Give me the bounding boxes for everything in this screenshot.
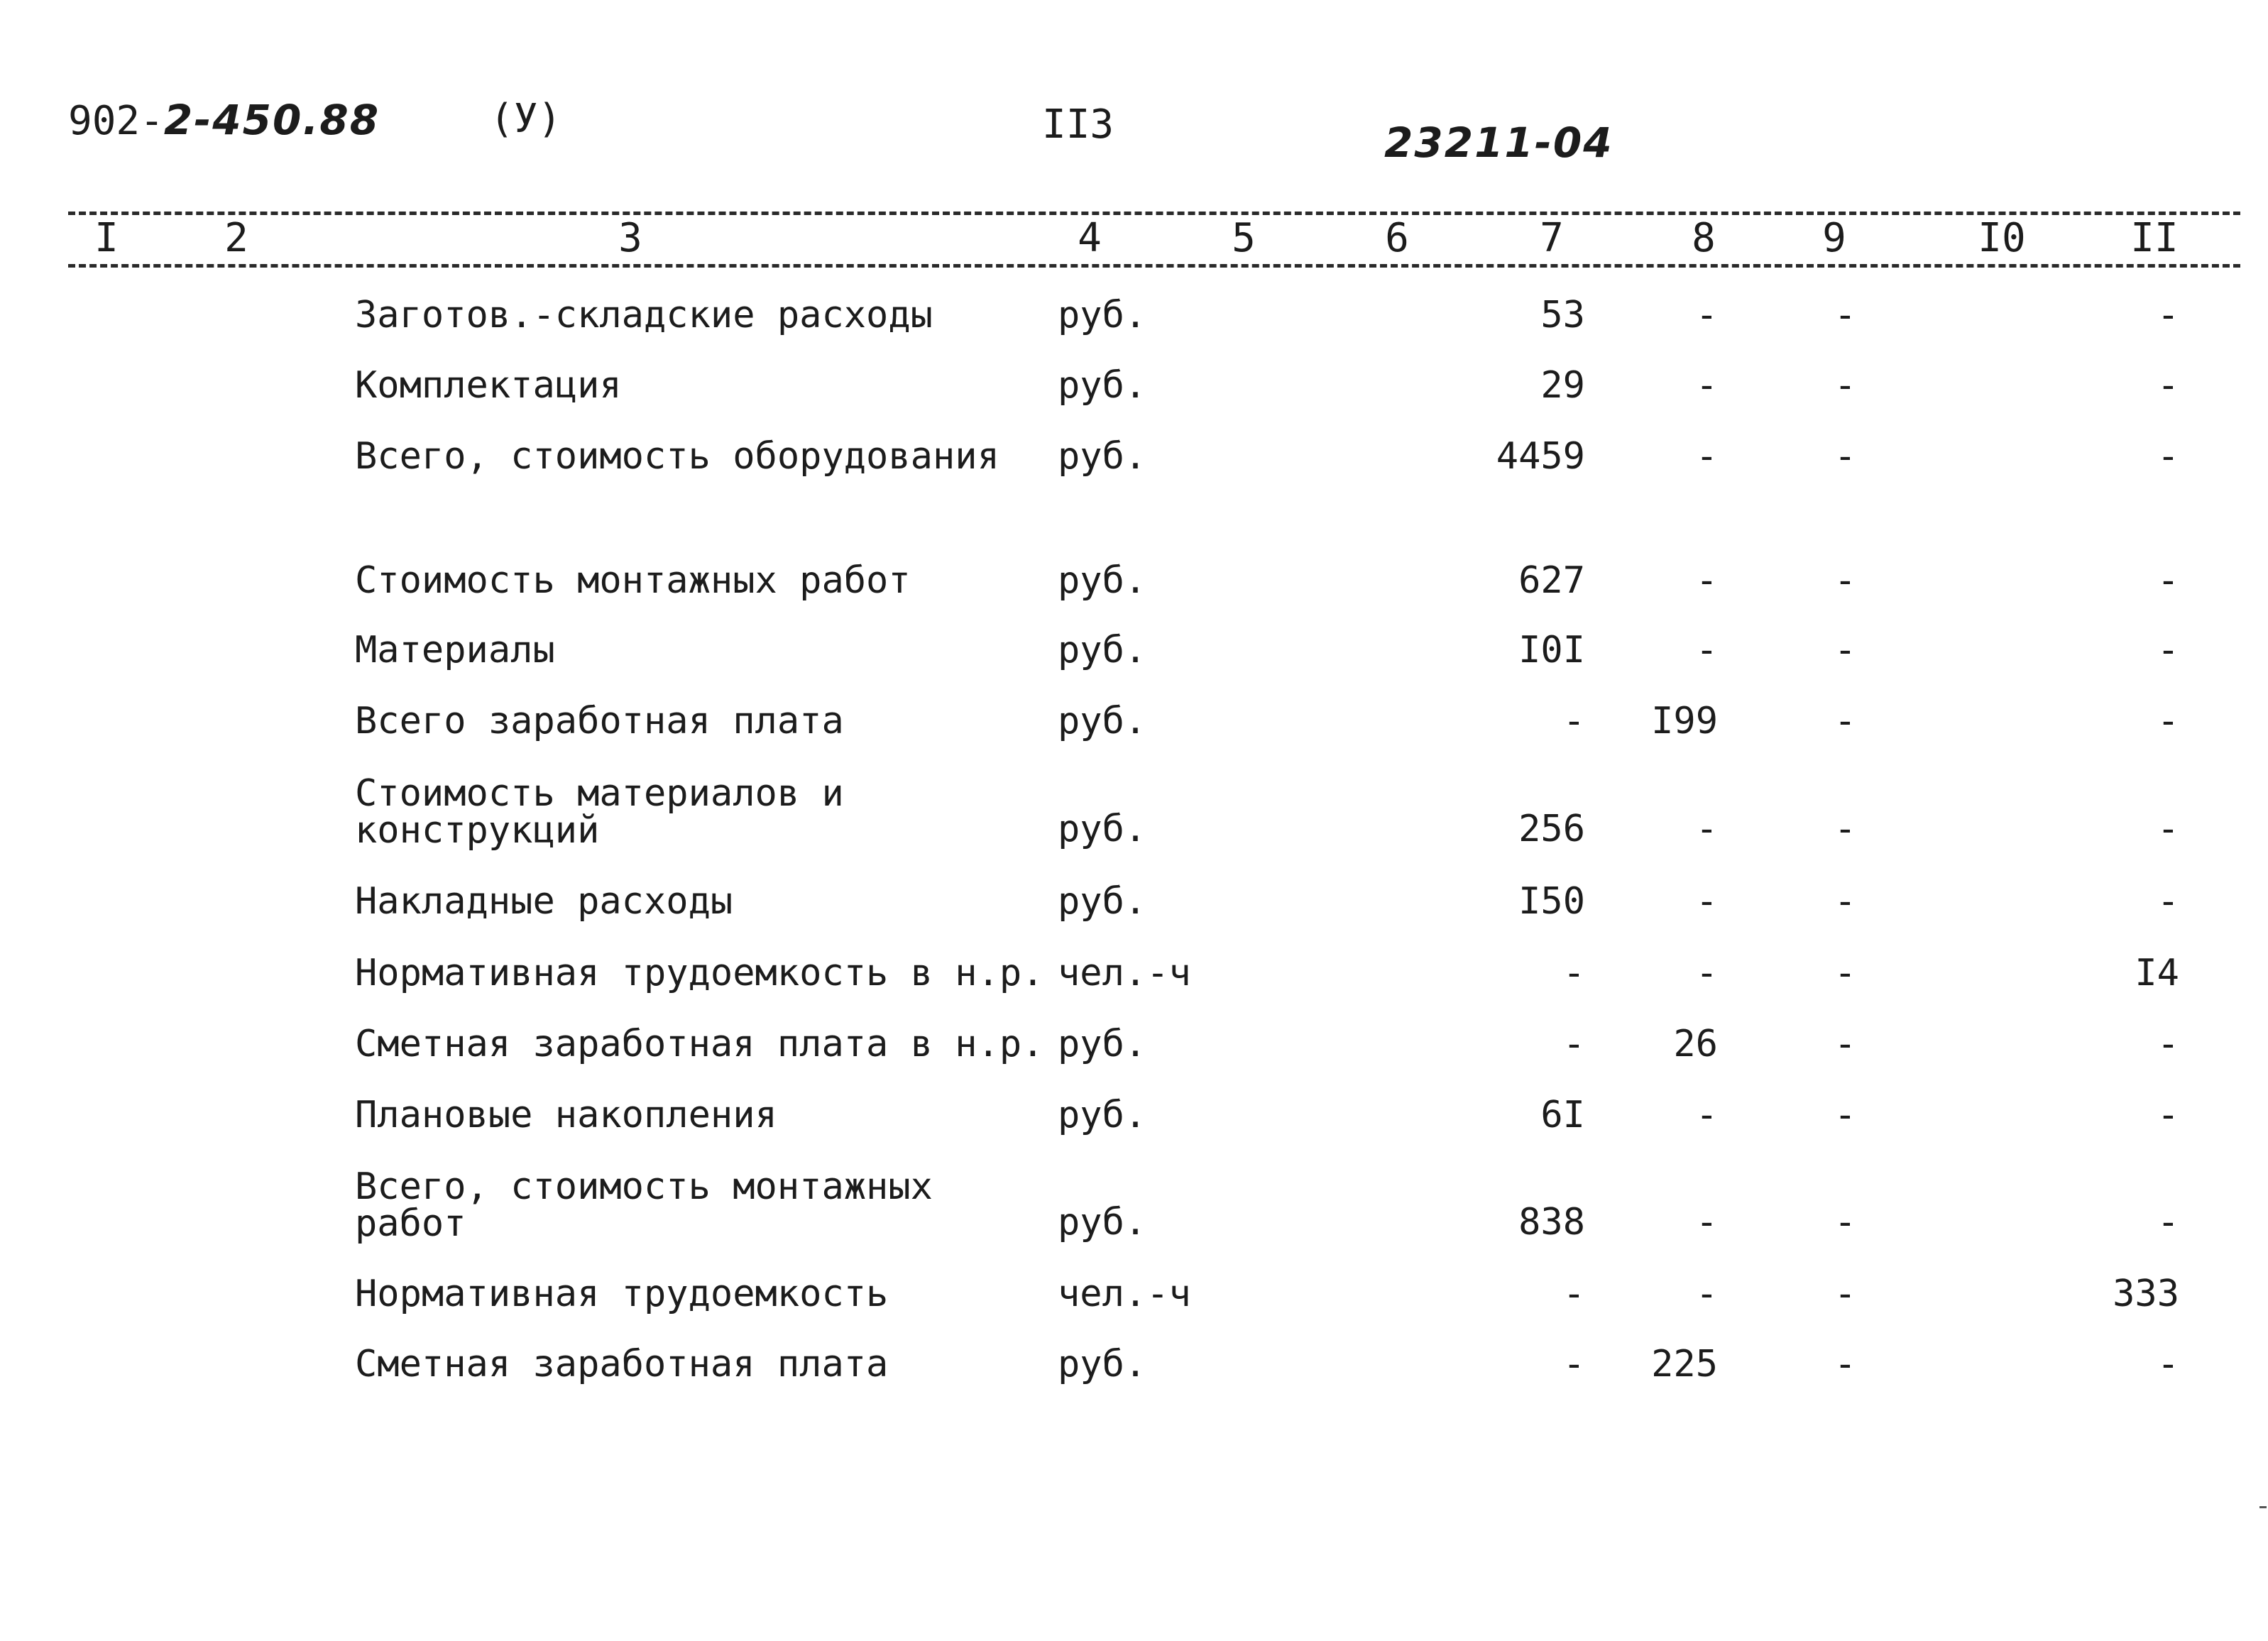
header-rule-top [68,212,2240,215]
row-unit: руб. [1058,808,1147,850]
cell-col-7: 627 [1518,559,1585,602]
column-number-8: 8 [1692,215,1716,261]
cell-col-8: - [1695,294,1718,336]
marker: (У) [490,96,562,142]
row-label: Всего, стоимость оборудования [355,435,999,478]
cell-col-9: - [1834,1023,1856,1065]
header-rule-bottom [68,264,2240,268]
row-label: Нормативная трудоемкость [355,1273,889,1315]
row-unit: руб. [1058,364,1147,407]
cell-col-9: - [1834,880,1856,923]
row-unit: чел.-ч [1058,1273,1191,1315]
cell-col-9: - [1834,629,1856,671]
cell-col-8: - [1695,1273,1718,1315]
row-label: Стоимость материалов и конструкций [355,772,844,852]
row-unit: руб. [1058,294,1147,336]
doc-code [68,96,380,144]
row-unit: руб. [1058,435,1147,478]
cell-col-8: - [1695,364,1718,407]
cell-col-7: - [1562,1023,1585,1065]
column-number-1: I [94,215,119,261]
row-label: Накладные расходы [355,880,733,923]
cell-col-7: 53 [1540,294,1585,336]
row-label: Заготов.-складские расходы [355,294,933,336]
column-number-11: II [2130,215,2179,261]
cell-col-9: - [1834,559,1856,602]
cell-col-8: - [1695,952,1718,994]
cell-col-9: - [1834,1273,1856,1315]
page-number: II3 [1042,101,1114,148]
cell-col-9: - [1834,294,1856,336]
cell-col-8: - [1695,1094,1718,1136]
column-number-4: 4 [1078,215,1102,261]
cell-col-9: - [1834,952,1856,994]
row-unit: руб. [1058,559,1147,602]
cell-col-8: I99 [1651,700,1718,742]
cell-col-11: I4 [2135,952,2179,994]
row-label: Всего, стоимость монтажных работ [355,1165,933,1245]
column-number-5: 5 [1232,215,1256,261]
row-label: Стоимость монтажных работ [355,559,911,602]
column-number-6: 6 [1385,215,1409,261]
cell-col-9: - [1834,700,1856,742]
doc-code-handwritten: 2-450.88 [163,96,380,144]
project-code: 23211-04 [1384,119,1614,167]
cell-col-9: - [1834,435,1856,478]
cell-col-11: - [2157,1094,2179,1136]
cell-col-7: I50 [1518,880,1585,923]
cell-col-7: - [1562,1343,1585,1385]
row-unit: руб. [1058,880,1147,923]
row-unit: руб. [1058,1094,1147,1136]
column-number-7: 7 [1540,215,1564,261]
row-label: Нормативная трудоемкость в н.р. [355,952,1044,994]
cell-col-9: - [1834,808,1856,850]
cell-col-11: - [2157,700,2179,742]
cell-col-11: - [2157,1201,2179,1244]
cell-col-8: - [1695,880,1718,923]
cell-col-7: 838 [1518,1201,1585,1244]
column-number-10: I0 [1978,215,2026,261]
cell-col-8: 26 [1673,1023,1718,1065]
row-label: Материалы [355,629,555,671]
cell-col-9: - [1834,364,1856,407]
row-unit: руб. [1058,1343,1147,1385]
row-label: Всего заработная плата [355,700,844,742]
cell-col-7: 4459 [1496,435,1585,478]
column-number-3: 3 [618,215,642,261]
row-unit: руб. [1058,700,1147,742]
row-label: Сметная заработная плата [355,1343,889,1385]
cell-col-11: - [2157,880,2179,923]
cell-col-11: - [2157,808,2179,850]
cell-col-8: - [1695,1201,1718,1244]
cell-col-7: - [1562,700,1585,742]
cell-col-7: 29 [1540,364,1585,407]
cell-col-11: - [2157,1343,2179,1385]
cell-col-8: - [1695,435,1718,478]
cell-col-7: 256 [1518,808,1585,850]
cell-col-11: 333 [2113,1273,2179,1315]
row-label: Плановые накопления [355,1094,777,1136]
cell-col-8: - [1695,629,1718,671]
page-mark [2259,1506,2267,1508]
doc-code-typed: 902- [68,98,164,144]
cell-col-11: - [2157,294,2179,336]
cell-col-8: 225 [1651,1343,1718,1385]
cell-col-8: - [1695,559,1718,602]
cell-col-11: - [2157,629,2179,671]
row-unit: чел.-ч [1058,952,1191,994]
cell-col-8: - [1695,808,1718,850]
row-label: Сметная заработная плата в н.р. [355,1023,1044,1065]
row-unit: руб. [1058,1201,1147,1244]
cell-col-7: I0I [1518,629,1585,671]
cell-col-7: 6I [1540,1094,1585,1136]
column-number-9: 9 [1822,215,1846,261]
cell-col-11: - [2157,364,2179,407]
cell-col-9: - [1834,1201,1856,1244]
cell-col-11: - [2157,435,2179,478]
cell-col-9: - [1834,1343,1856,1385]
cell-col-7: - [1562,1273,1585,1315]
cell-col-7: - [1562,952,1585,994]
cell-col-11: - [2157,559,2179,602]
cell-col-11: - [2157,1023,2179,1065]
cell-col-9: - [1834,1094,1856,1136]
column-number-2: 2 [224,215,248,261]
row-unit: руб. [1058,1023,1147,1065]
row-unit: руб. [1058,629,1147,671]
row-label: Комплектация [355,364,622,407]
